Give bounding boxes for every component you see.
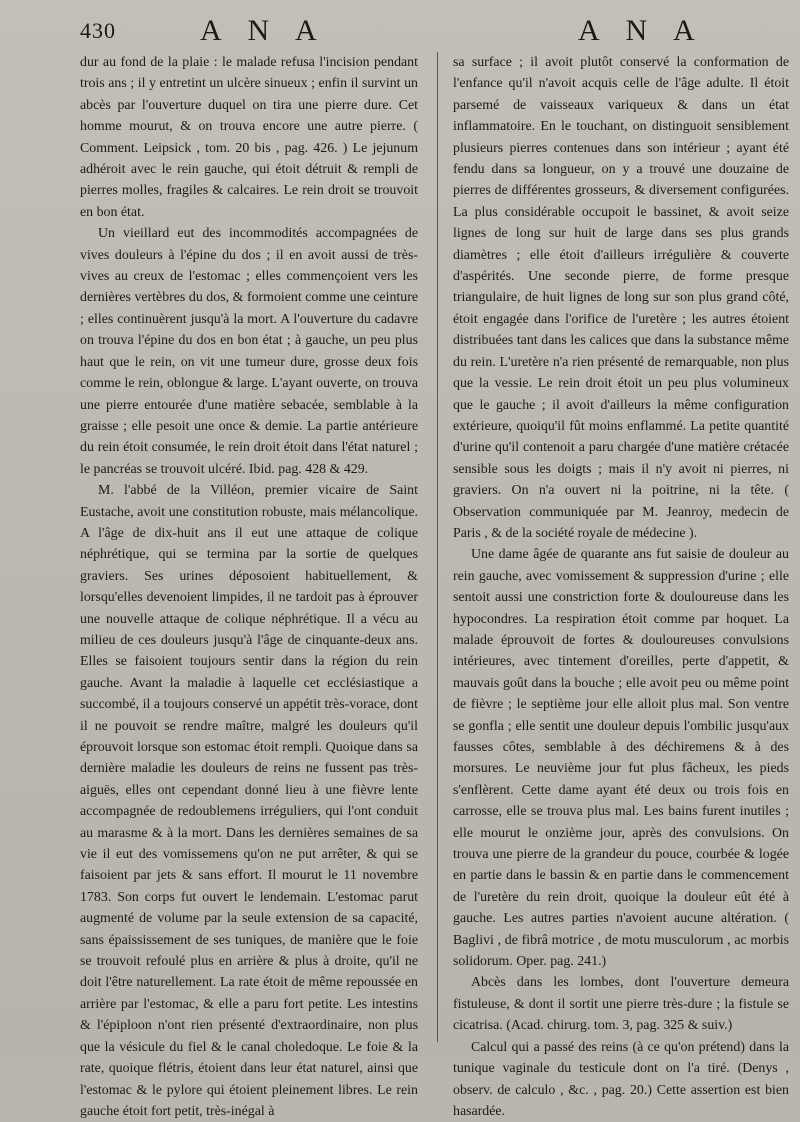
paragraph: Calcul qui a passé des reins (à ce qu'on prétend) dans la tunique vaginale du testicule dont on l'a tiré. (Denys , observ. de calculo , &c. , pag. 20.) Cette assertion est bien hasardée. — [453, 1039, 789, 1119]
paragraph: M. l'abbé de la Villéon, premier vicaire de Saint Eustache, avoit une constitution robuste, mais mélancolique. A l'âge de dix-huit ans il eut une attaque de colique néphrétique, qui se termina par la sortie de quelques graviers. Ses urines déposoient habituellement, & lorsqu'elles devenoient limpides, il ne tardoit pas à éprouver une nouvelle attaque de colique néphrétique. Il a vécu au milieu de ces douleurs jusqu'à l'âge de cinquante-deux ans. Elles se faisoient toujours sentir dans la région du rein gauche. Avant la maladie à laquelle cet ecclésiastique a succombé, il a toujours conservé un appétit très-vorace, dont il ne pouvoit se rendre maître, malgré les douleurs qu'il éprouvoit lorsque son estomac étoit rempli. Quoique dans sa dernière maladie les douleurs de reins ne fussent pas très-aiguës, elles ont cependant donné lieu à une fièvre lente accompagnée de redoublemens irréguliers, qui l'ont conduit au marasme & à la mort. Dans les dernières semaines de sa vie il eut des vomissemens qu'on ne put arrêter, & qui se faisoient par jets & sans effort. Il mourut le 11 novembre 1783. Son corps fut ouvert le lendemain. L'estomac parut augmenté de volume par la seule extension de sa capacité, sans épaississement de ses tuniques, de manière que le foie se trouvoit refoulé plus en arrière & plus à droite, qu'il ne doit l'être naturellement. La rate étoit de même repoussée en arrière par l'estomac, & elle a paru fort petite. Les intestins & l'épiploon n'ont rien présenté d'extraordinaire, non plus que la vésicule du fiel & le canal choledoque. Le foie & la rate, quoique flétris, étoient dans leur état naturel, ainsi que l'estomac & le pylore qui étoient pleinement libres. Le rein gauche étoit fort petit, très-inégal à — [80, 483, 418, 1119]
running-title-right: A N A — [578, 14, 705, 47]
paragraph: Un vieillard eut des incommodités accompagnées de vives douleurs à l'épine du dos ; il en avoit aussi de très-vives au creux de l'estomac ; elles commençoient vers les dernières vertèbres du dos, & formoient comme une ceinture ; elles continuèrent jusqu'à la mort. A l'ouverture du cadavre on trouva l'épine du dos en bon état ; à gauche, un peu plus haut que le rein, on vit une tumeur dure, grosse deux fois comme le rein, oblongue & large. L'ayant ouverte, on trouva une pierre entourée d'une matière sebacée, semblable à la graisse ; elle pesoit une once & demie. La partie antérieure du rein étoit consumée, le rein droit étoit dans l'état naturel ; le pancréas se trouvoit ulcéré. Ibid. pag. 428 & 429. — [80, 226, 418, 477]
paragraph: sa surface ; il avoit plutôt conservé la conformation de l'enfance qu'il n'avoit acquis celle de l'âge adulte. Il étoit parsemé de vaisseaux variqueux & dans un état inflammatoire. En le touchant, on distinguoit sensiblement plusieurs pierres contenues dans son intérieur ; ayant été fendu dans sa longueur, on y a trouvé une douzaine de pierres de différentes grosseurs, & diversement configurées. La plus considérable occupoit le bassinet, & avoit seize lignes de long sur huit de large dans ses plus grands diamètres ; elle étoit d'ailleurs irrégulière & couverte d'aspérités. Une seconde pierre, de forme presque triangulaire, de huit lignes de long sur son plus grand côté, étoit engagée dans l'orifice de l'uretère ; les autres étoient distribuées tant dans les calices que dans la substance même du rein. L'uretère n'a rien présenté de remarquable, non plus que la vessie. Le rein droit étoit un peu plus volumineux que le gauche ; il avoit d'ailleurs la même configuration extérieure, quoiqu'il fût moins enflammé. La petite quantité d'urine qu'il contenoit a paru chargée d'une matière crétacée sensible sous les doigts ; mais il n'y avoit ni pierres, ni graviers. On n'a ouvert ni la poitrine, ni la tête. ( Observation communiquée par M. Jeanroy, medecin de Paris , & de la société royale de médecine ). — [453, 55, 789, 541]
running-title-left: A N A — [200, 14, 327, 47]
right-column — [453, 52, 789, 1122]
column-divider — [437, 52, 438, 1042]
paragraph: Abcès dans les lombes, dont l'ouverture demeura fistuleuse, & dont il sortit une pierre très-dure ; la fistule se cicatrisa. (Acad. chirurg. tom. 3, pag. 325 & suiv.) — [453, 975, 789, 1034]
paragraph: Une dame âgée de quarante ans fut saisie de douleur au rein gauche, avec vomissement & suppression d'urine ; elle sentoit aussi une constriction forte & douloureuse dans les hypocondres. La respiration étoit comme par hoquet. La malade éprouvoit de fortes & douloureuses convulsions intérieures, avec tintement d'oreilles, perte d'appetit, & mauvais goût dans la bouche ; elle avoit peu ou même point de fièvre ; le septième jour elle alloit plus mal. Son ventre se gonfla ; elle sentit une douleur depuis l'ombilic jusqu'aux fausses côtes, semblable à des déchiremens & à des morsures. Le neuvième jour fut plus fâcheux, les pieds s'enflèrent. Cette dame ayant été deux ou trois fois en carrosse, elle se trouva plus mal. Les bains furent inutiles ; elle mourut le onzième jour, après des convulsions. On trouva une pierre de la grandeur du pouce, courbée & logée en partie dans le bassin & en partie dans le commencement de l'uretère du rein droit, quoique la douleur eût été à gauche. Les autres parties n'avoient aucune altération. ( Baglivi , de fibrâ motrice , de motu musculorum , ac morbis solidorum. Oper. pag. 241.) — [453, 547, 789, 970]
paragraph: dur au fond de la plaie : le malade refusa l'incision pendant trois ans ; il y entretint un ulcère sinueux ; enfin il survint un abcès par l'ouverture duquel on tira une pierre dure. Cet homme mourut, & on trouva encore une autre pierre. ( Comment. Leipsick , tom. 20 bis , pag. 426. ) Le jejunum adhéroit avec le rein gauche, qui étoit détruit & rempli de pierres molles, fragiles & calcaires. Le rein droit se trouvoit en bon état. — [80, 55, 418, 220]
left-column — [80, 52, 418, 1122]
running-header — [0, 12, 800, 48]
page-number: 430 — [80, 18, 116, 43]
